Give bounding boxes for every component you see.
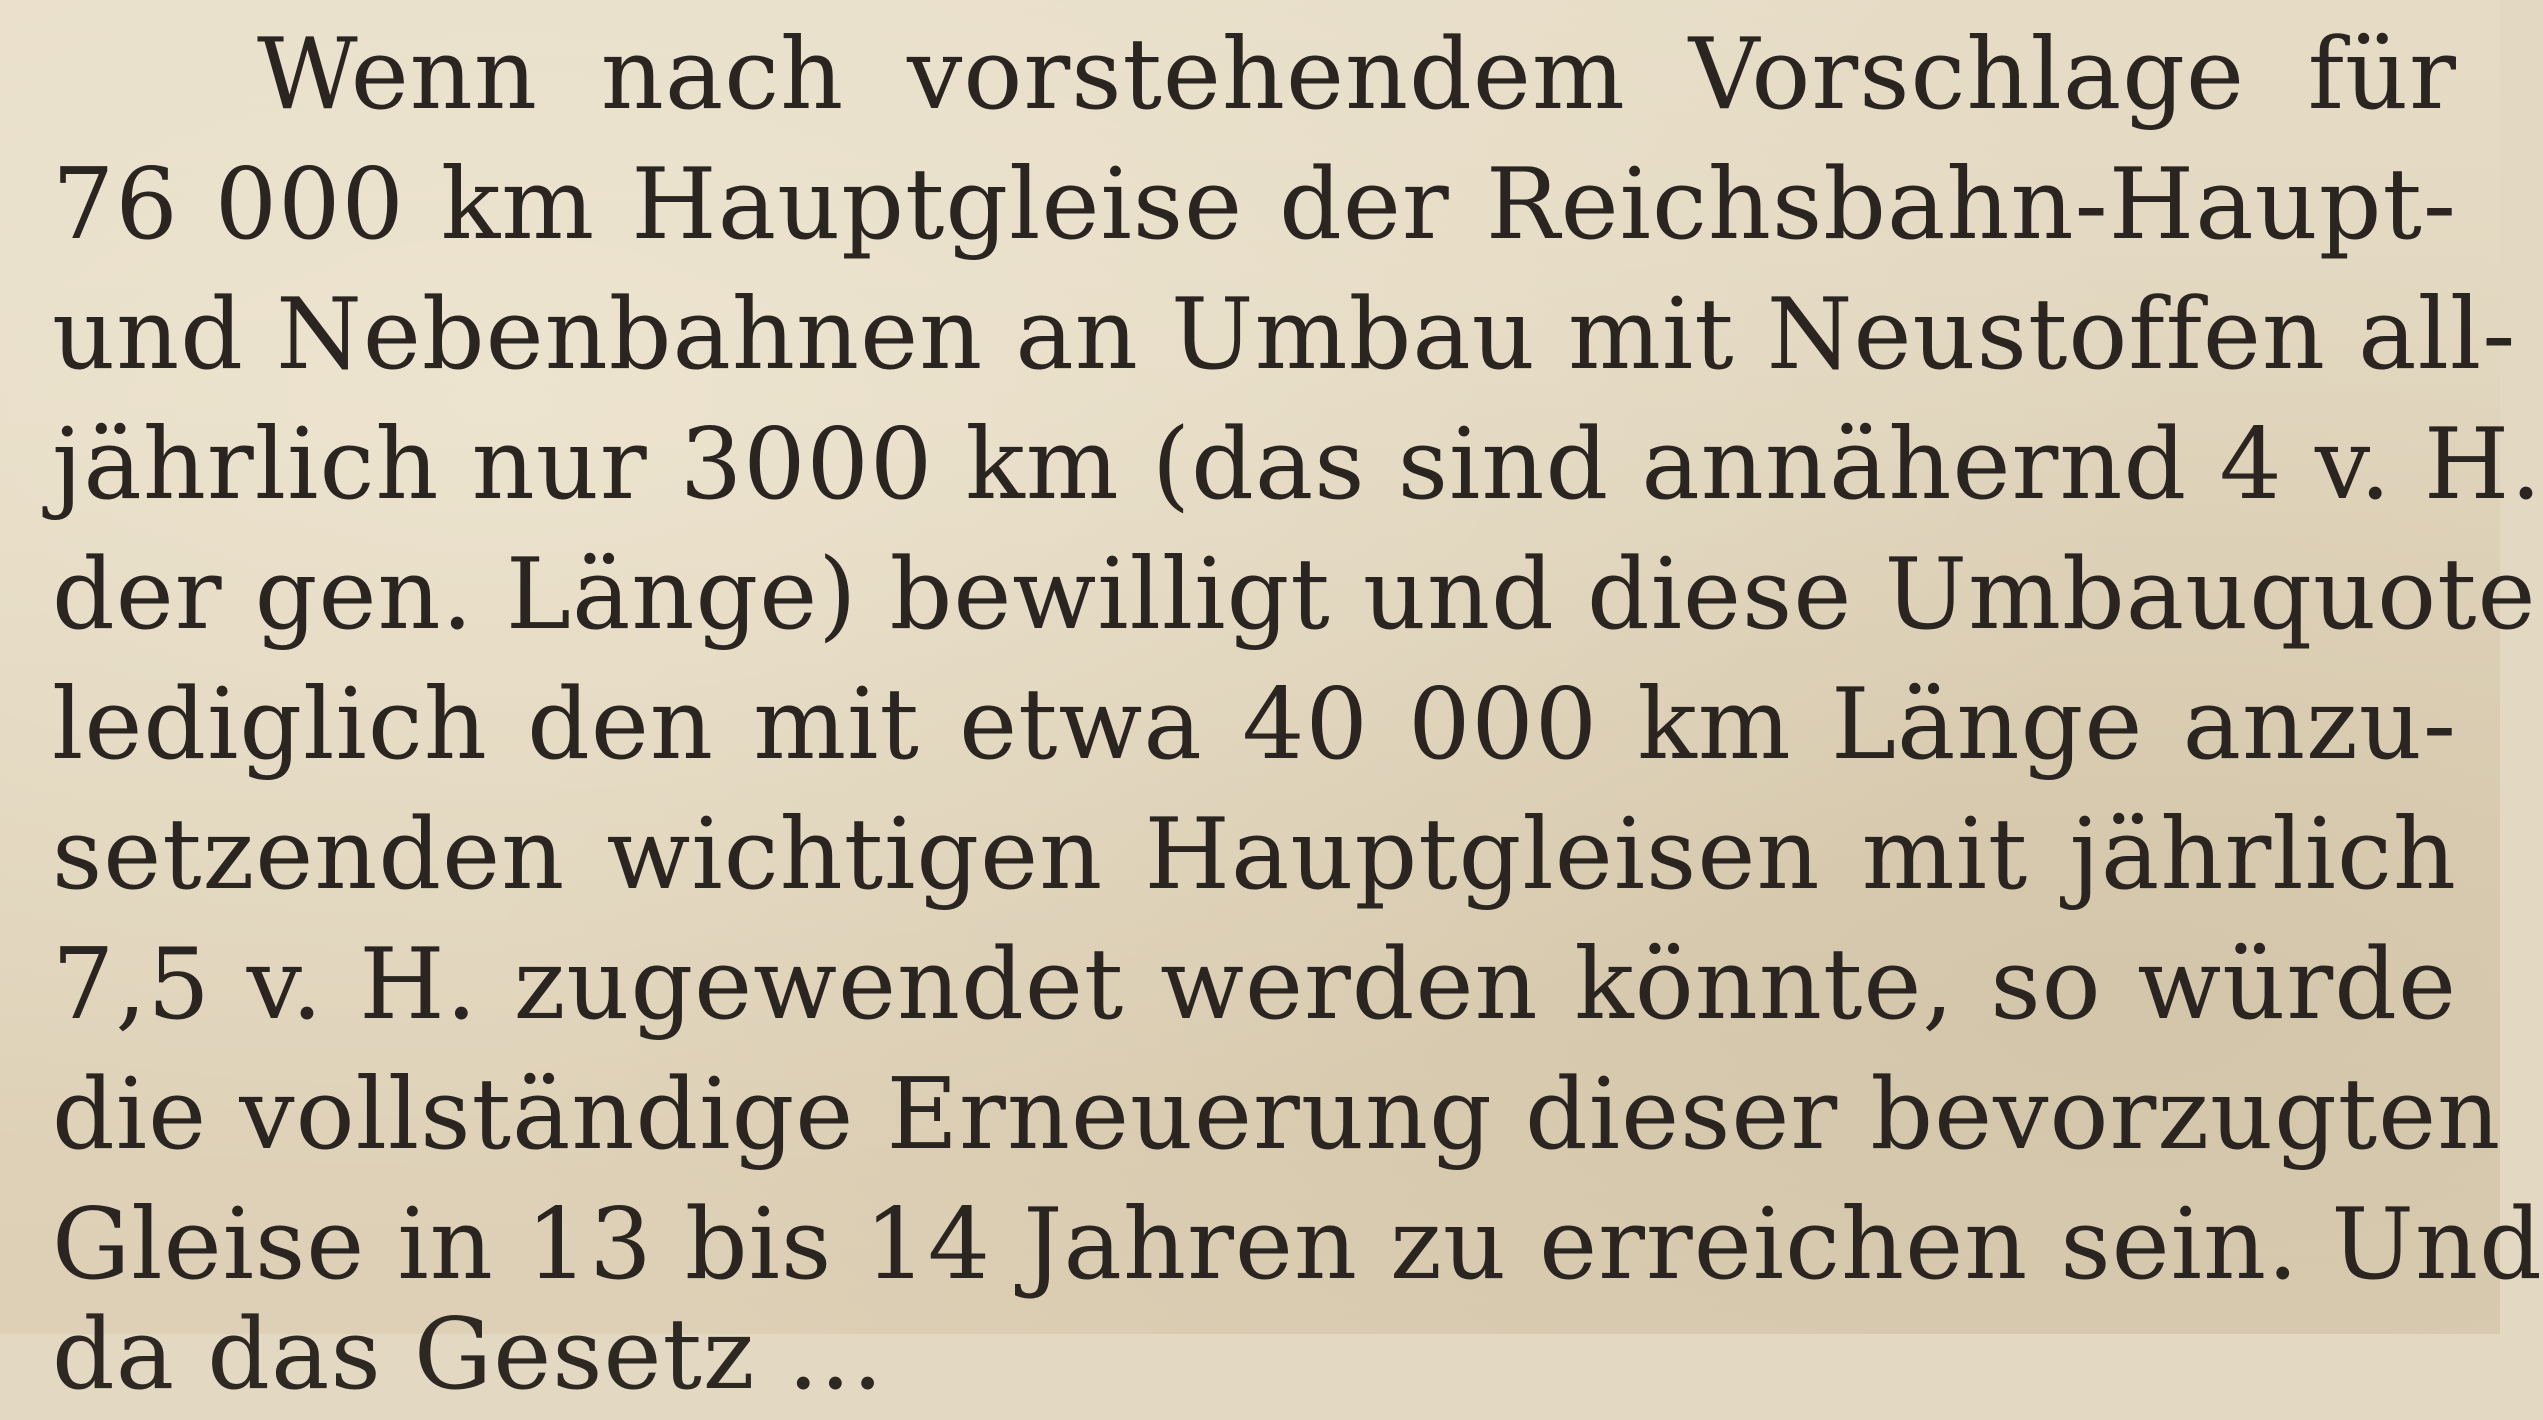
- text-line-5: der gen. Länge) bewilligt und diese Umbauquote: [52, 538, 2537, 652]
- text-line-4: jährlich nur 3000 km (das sind annähernd 4 v. H.: [52, 408, 2543, 522]
- text-line-6: lediglich den mit etwa 40 000 km Länge anzu-: [52, 668, 2457, 782]
- text-line-2: 76 000 km Hauptgleise der Reichsbahn-Haupt-: [52, 148, 2457, 262]
- text-line-3: und Nebenbahnen an Umbau mit Neustoffen all-: [52, 278, 2517, 392]
- text-line-cut-off: da das Gesetz ...: [52, 1298, 885, 1412]
- text-line-7: setzenden wichtigen Hauptgleisen mit jährlich: [52, 798, 2457, 912]
- text-line-10: Gleise in 13 bis 14 Jahren zu erreichen sein. Und: [52, 1188, 2543, 1302]
- text-line-8: 7,5 v. H. zugewendet werden könnte, so würde: [52, 928, 2457, 1042]
- text-line-9: die vollständige Erneuerung dieser bevorzugten: [52, 1058, 2502, 1172]
- text-line-1: Wenn nach vorstehendem Vorschlage für: [257, 18, 2457, 132]
